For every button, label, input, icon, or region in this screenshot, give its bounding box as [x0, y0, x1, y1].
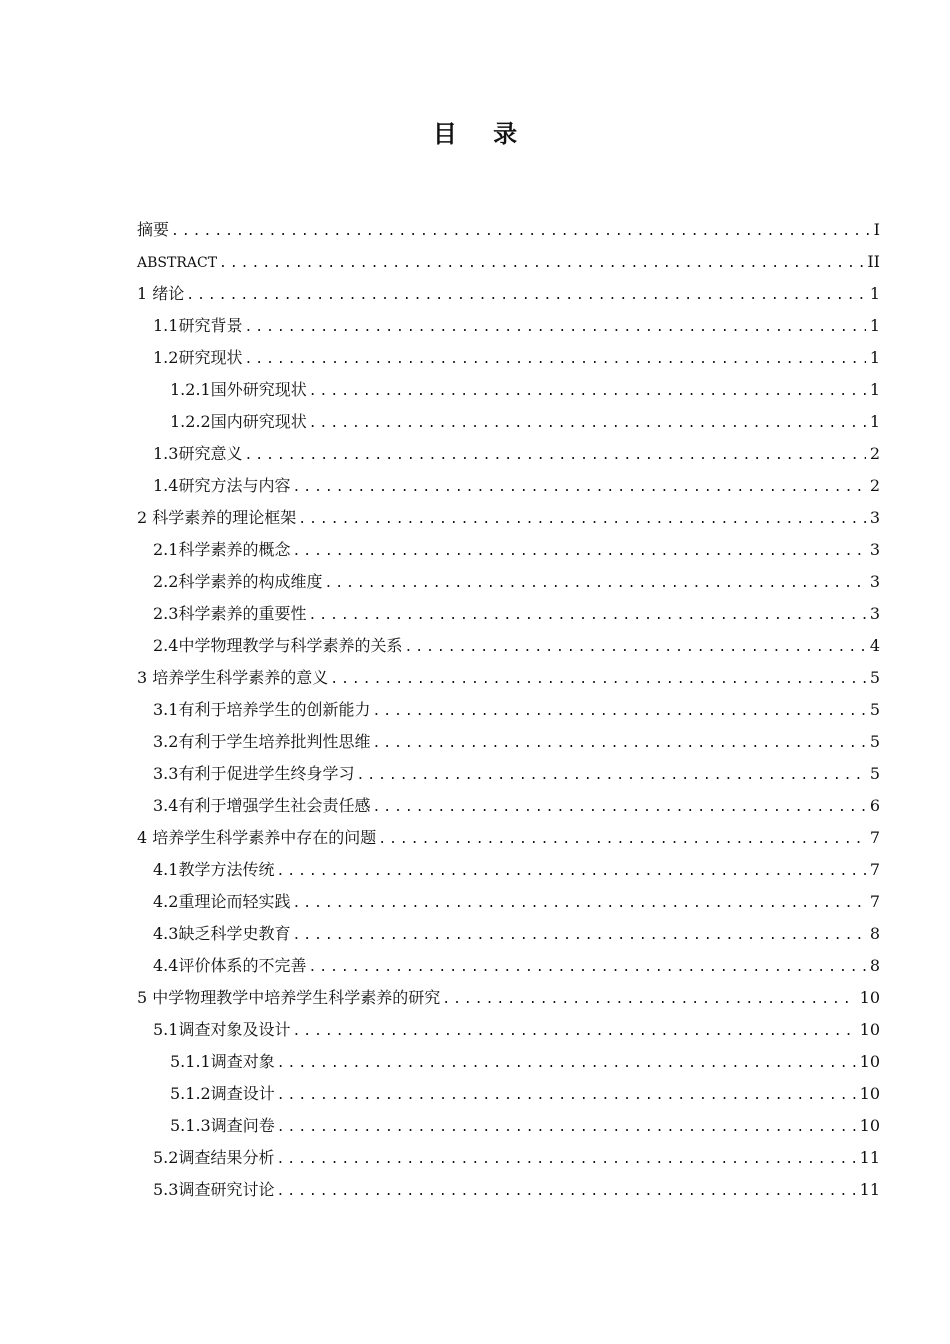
- toc-entry-page-number: II: [867, 252, 880, 271]
- toc-entry-label: 3.2有利于学生培养批判性思维: [153, 732, 371, 751]
- toc-entry-page-number: 3: [869, 604, 880, 623]
- toc-entry-label: 1.4研究方法与内容: [153, 476, 291, 495]
- toc-entry-label: 1.1研究背景: [153, 316, 243, 335]
- toc-entry-label: 3.1有利于培养学生的创新能力: [153, 700, 371, 719]
- toc-entry[interactable]: [137, 822, 880, 854]
- toc-entry-page-number: 10: [859, 1084, 880, 1103]
- dot-leader: [276, 1144, 855, 1176]
- dot-leader: [356, 760, 865, 792]
- toc-entry-page-number: 7: [869, 828, 880, 847]
- dot-leader: [244, 312, 865, 344]
- toc-entry-page-number: 4: [869, 636, 880, 655]
- toc-entry-label: 4.1教学方法传统: [153, 860, 275, 879]
- dot-leader: [292, 536, 865, 568]
- toc-entry-page-number: 3: [869, 572, 880, 591]
- toc-entry-label: 3.4有利于增强学生社会责任感: [153, 796, 371, 815]
- toc-entry-page-number: 10: [859, 988, 880, 1007]
- dot-leader: [308, 600, 865, 632]
- dot-leader: [372, 728, 865, 760]
- toc-entry[interactable]: [137, 1110, 880, 1142]
- dot-leader: [292, 472, 865, 504]
- dot-leader: [404, 632, 865, 664]
- toc-entry-label: ABSTRACT: [137, 255, 218, 271]
- toc-entry[interactable]: [137, 534, 880, 566]
- toc-entry-page-number: 5: [869, 732, 880, 751]
- toc-entry-page-number: 11: [859, 1148, 880, 1167]
- table-of-contents: [137, 214, 880, 1206]
- toc-entry-label: 5.3调查研究讨论: [153, 1180, 275, 1199]
- toc-entry[interactable]: [137, 886, 880, 918]
- toc-entry[interactable]: [137, 1142, 880, 1174]
- toc-entry-page-number: 5: [869, 700, 880, 719]
- toc-entry-page-number: 8: [869, 924, 880, 943]
- toc-entry[interactable]: [137, 1014, 880, 1046]
- toc-entry[interactable]: [137, 694, 880, 726]
- toc-entry-page-number: 1: [869, 412, 880, 431]
- dot-leader: [372, 792, 865, 824]
- dot-leader: [244, 440, 865, 472]
- toc-entry-label: 1.2研究现状: [153, 348, 243, 367]
- dot-leader: [378, 824, 866, 856]
- toc-entry[interactable]: [137, 598, 880, 630]
- toc-entry-label: 4.3缺乏科学史教育: [153, 924, 291, 943]
- toc-entry-label: 4 培养学生科学素养中存在的问题: [137, 828, 377, 847]
- dot-leader: [309, 408, 866, 440]
- toc-entry[interactable]: [137, 950, 880, 982]
- dot-leader: [244, 344, 865, 376]
- toc-entry[interactable]: [137, 406, 880, 438]
- dot-leader: [292, 1016, 855, 1048]
- toc-entry-label: 5.1.2调查设计: [170, 1084, 275, 1103]
- dot-leader: [292, 888, 865, 920]
- toc-entry[interactable]: [137, 470, 880, 502]
- dot-leader: [186, 280, 866, 312]
- toc-entry-page-number: 2: [869, 476, 880, 495]
- toc-entry-page-number: 10: [859, 1052, 880, 1071]
- toc-entry-label: 5 中学物理教学中培养学生科学素养的研究: [137, 988, 441, 1007]
- toc-entry-label: 4.2重理论而轻实践: [153, 892, 291, 911]
- toc-entry[interactable]: [137, 342, 880, 374]
- toc-entry[interactable]: [137, 438, 880, 470]
- toc-entry[interactable]: [137, 726, 880, 758]
- toc-title: 目 录: [432, 120, 532, 148]
- dot-leader: [372, 696, 865, 728]
- toc-entry[interactable]: [137, 1046, 880, 1078]
- toc-entry-label: 1 绪论: [137, 284, 185, 303]
- dot-leader: [442, 984, 855, 1016]
- toc-entry-page-number: 5: [869, 668, 880, 687]
- toc-entry-page-number: 1: [869, 284, 880, 303]
- toc-entry-label: 摘要: [137, 220, 170, 239]
- toc-entry-label: 2.3科学素养的重要性: [153, 604, 307, 623]
- dot-leader: [277, 1080, 856, 1112]
- dot-leader: [292, 920, 865, 952]
- toc-entry-label: 2 科学素养的理论框架: [137, 508, 297, 527]
- dot-leader: [276, 856, 865, 888]
- toc-entry-page-number: 1: [869, 380, 880, 399]
- toc-entry[interactable]: [137, 790, 880, 822]
- toc-entry-label: 5.1.3调查问卷: [170, 1116, 275, 1135]
- dot-leader: [277, 1048, 856, 1080]
- toc-entry-page-number: 3: [869, 540, 880, 559]
- toc-entry[interactable]: [137, 246, 880, 278]
- dot-leader: [298, 504, 866, 536]
- toc-entry[interactable]: [137, 502, 880, 534]
- toc-entry[interactable]: [137, 758, 880, 790]
- toc-entry[interactable]: [137, 374, 880, 406]
- dot-leader: [324, 568, 865, 600]
- toc-entry-label: 1.2.1国外研究现状: [170, 380, 307, 399]
- dot-leader: [330, 664, 866, 696]
- toc-entry-page-number: 1: [869, 316, 880, 335]
- toc-entry-page-number: 1: [869, 348, 880, 367]
- dot-leader: [171, 216, 870, 248]
- toc-entry-page-number: 11: [859, 1180, 880, 1199]
- toc-entry-label: 2.2科学素养的构成维度: [153, 572, 323, 591]
- toc-entry-page-number: 7: [869, 860, 880, 879]
- toc-entry-label: 1.3研究意义: [153, 444, 243, 463]
- toc-entry-label: 5.1.1调查对象: [170, 1052, 275, 1071]
- toc-entry[interactable]: [137, 982, 880, 1014]
- toc-entry-page-number: 7: [869, 892, 880, 911]
- dot-leader: [219, 248, 863, 280]
- toc-entry[interactable]: [137, 566, 880, 598]
- dot-leader: [276, 1176, 855, 1208]
- toc-entry[interactable]: [137, 1174, 880, 1206]
- toc-entry-page-number: 10: [859, 1020, 880, 1039]
- toc-entry-page-number: 6: [869, 796, 880, 815]
- dot-leader: [277, 1112, 856, 1144]
- toc-entry-label: 3.3有利于促进学生终身学习: [153, 764, 355, 783]
- toc-entry-page-number: I: [873, 220, 880, 239]
- toc-entry-label: 5.2调查结果分析: [153, 1148, 275, 1167]
- toc-entry-page-number: 10: [859, 1116, 880, 1135]
- toc-entry[interactable]: [137, 278, 880, 310]
- toc-entry[interactable]: [137, 662, 880, 694]
- toc-entry-page-number: 5: [869, 764, 880, 783]
- toc-entry-page-number: 8: [869, 956, 880, 975]
- toc-entry[interactable]: [137, 1078, 880, 1110]
- toc-entry-label: 1.2.2国内研究现状: [170, 412, 307, 431]
- toc-entry[interactable]: [137, 214, 880, 246]
- toc-entry-label: 4.4评价体系的不完善: [153, 956, 307, 975]
- toc-entry[interactable]: [137, 630, 880, 662]
- toc-entry-label: 2.4中学物理教学与科学素养的关系: [153, 636, 403, 655]
- toc-entry-label: 2.1科学素养的概念: [153, 540, 291, 559]
- toc-entry[interactable]: [137, 918, 880, 950]
- toc-entry-label: 5.1调查对象及设计: [153, 1020, 291, 1039]
- toc-entry[interactable]: [137, 854, 880, 886]
- toc-entry-label: 3 培养学生科学素养的意义: [137, 668, 329, 687]
- toc-entry[interactable]: [137, 310, 880, 342]
- toc-entry-page-number: 2: [869, 444, 880, 463]
- toc-entry-page-number: 3: [869, 508, 880, 527]
- dot-leader: [308, 952, 865, 984]
- dot-leader: [309, 376, 866, 408]
